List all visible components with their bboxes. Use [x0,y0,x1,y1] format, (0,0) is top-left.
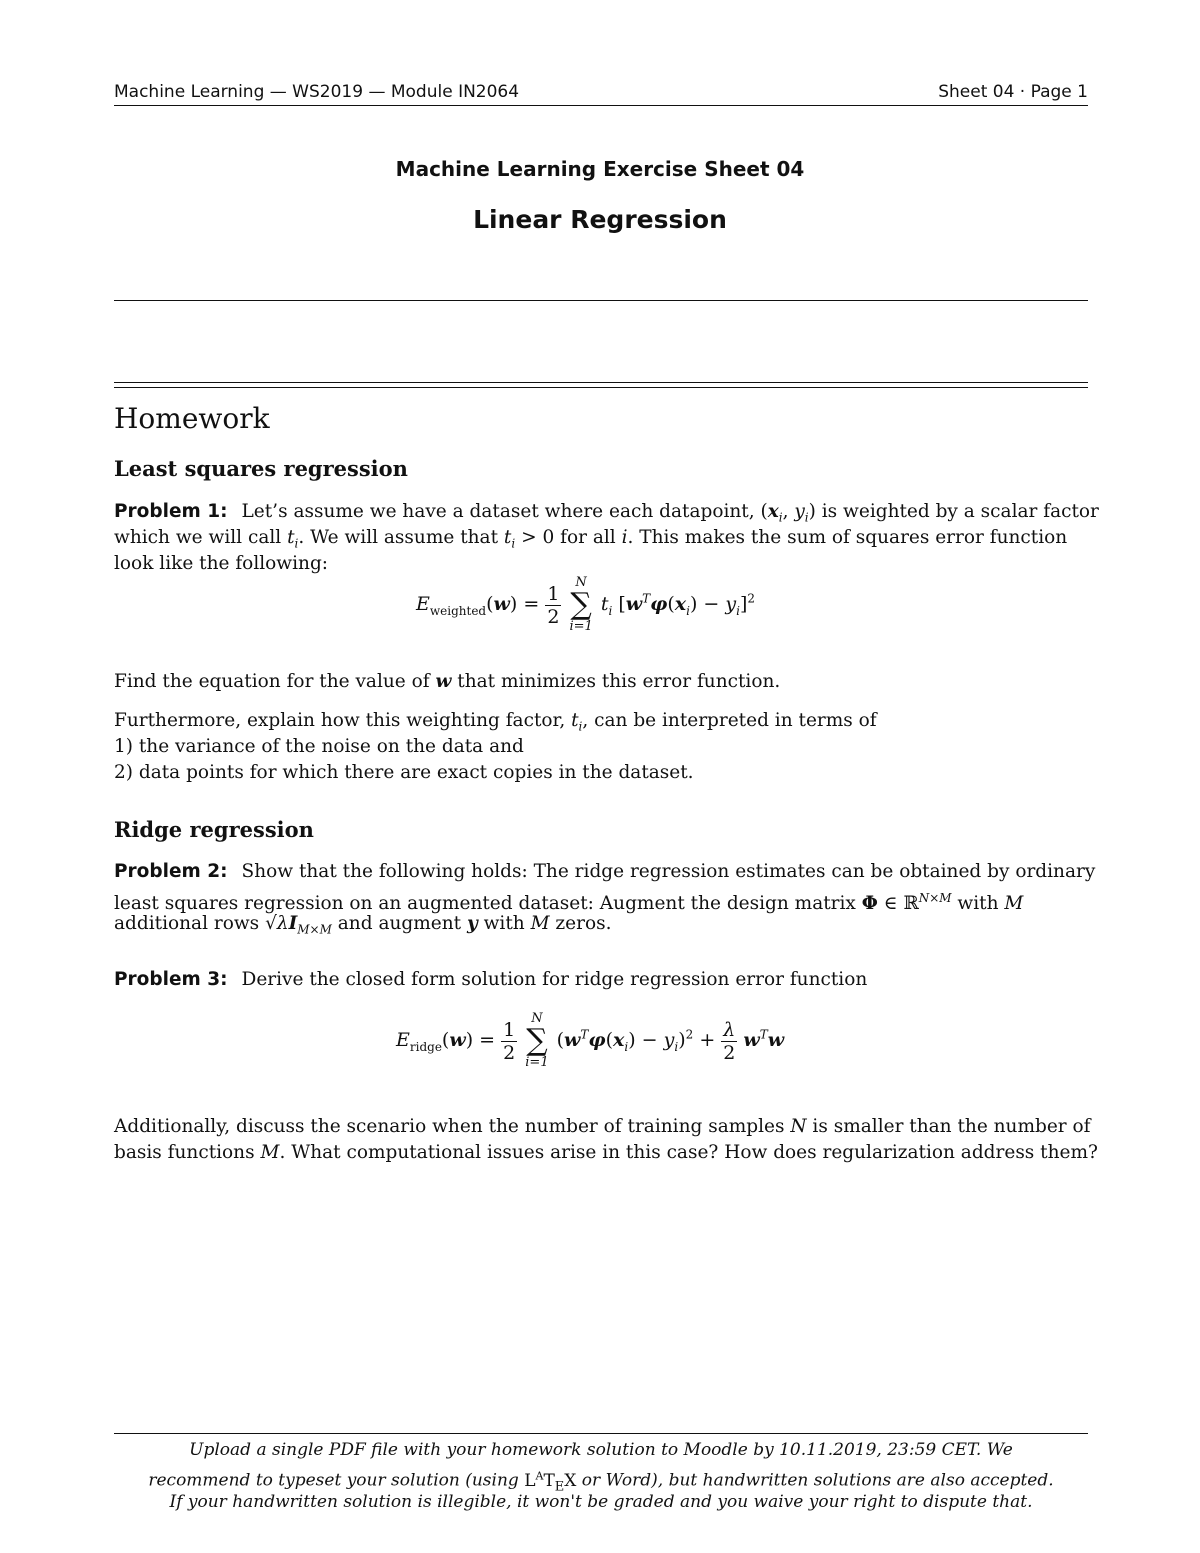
problem2-line2: least squares regression on an augmented dataset: Augment the design matrix Φ ∈ ℝ$^{N\times M}$ with M [114,891,1024,915]
title-rule [114,300,1088,301]
problem2-line3: additional rows $√\lambda I_{M\times M}$ and augment y with M zeros. [114,913,612,937]
subsection-least-squares: Least squares regression [114,456,408,481]
footer-line2: recommend to typeset your solution (using $L^AT_EX$ or Word), but handwritten solutions are also accepted. [148,1469,1054,1495]
problem1-item1: 1) the variance of the noise on the data and [114,736,524,757]
header-rule [114,105,1088,106]
problem1-item2: 2) data points for which there are exact copies in the dataset. [114,762,694,783]
problem3-after-line2: basis functions M. What computational issues arise in this case? How does regularization address them? [114,1142,1098,1163]
footer-line1: Upload a single PDF file with your homework solution to Moodle by 10.11.2019, 23:59 CET. We [189,1440,1013,1460]
problem2-line1: Problem 2: Show that the following holds: The ridge regression estimates can be obtained by ordinary [114,861,1096,882]
running-header-right: Sheet 04 · Page 1 [938,82,1088,102]
section-rule-top [114,382,1088,383]
problem1-label: Problem 1: [114,501,228,522]
problem2-label: Problem 2: [114,861,228,882]
problem1-line2: which we will call $t_i$. We will assume that $t_i > 0$ for all i. This makes the sum of squares error function [114,527,1068,551]
running-header-left: Machine Learning — WS2019 — Module IN2064 [114,82,520,102]
topic-title: Linear Regression [473,205,727,234]
problem3-after-line1: Additionally, discuss the scenario when the number of training samples N is smaller than the number of [114,1116,1091,1137]
section-rule-bottom [114,387,1088,388]
footer-rule [114,1433,1088,1434]
ridge-error-equation: $E_{ridge}(w)$ = $\frac{1}{2}$ N ∑ i=1 $(w^T\varphi(x_i) - y_i)^2$ + $\frac{\lambda}{2}$ $w^Tw$ [396,1011,785,1070]
problem1-after-line2: Furthermore, explain how this weighting factor, $t_i$, can be interpreted in terms of [114,710,877,734]
problem1-after-line1: Find the equation for the value of w that minimizes this error function. [114,671,781,692]
problem1-line1: Problem 1: Let’s assume we have a dataset where each datapoint, ($x_i$, $y_i$) is weighted by a scalar factor [114,501,1099,525]
problem1-line3: look like the following: [114,553,329,574]
section-heading: Homework [114,402,270,435]
footer-line3: If your handwritten solution is illegible, it won't be graded and you waive your right to dispute that. [169,1492,1033,1512]
weighted-error-equation: $E_{weighted}(w)$ = $\frac{1}{2}$ N ∑ i=1 $t_i$ $[w^T\varphi(x_i) - y_i]^2$ [416,575,755,634]
problem3-label: Problem 3: [114,969,228,990]
subsection-ridge: Ridge regression [114,817,314,842]
sheet-title: Machine Learning Exercise Sheet 04 [395,157,805,181]
problem3-line1: Problem 3: Derive the closed form solution for ridge regression error function [114,969,868,990]
